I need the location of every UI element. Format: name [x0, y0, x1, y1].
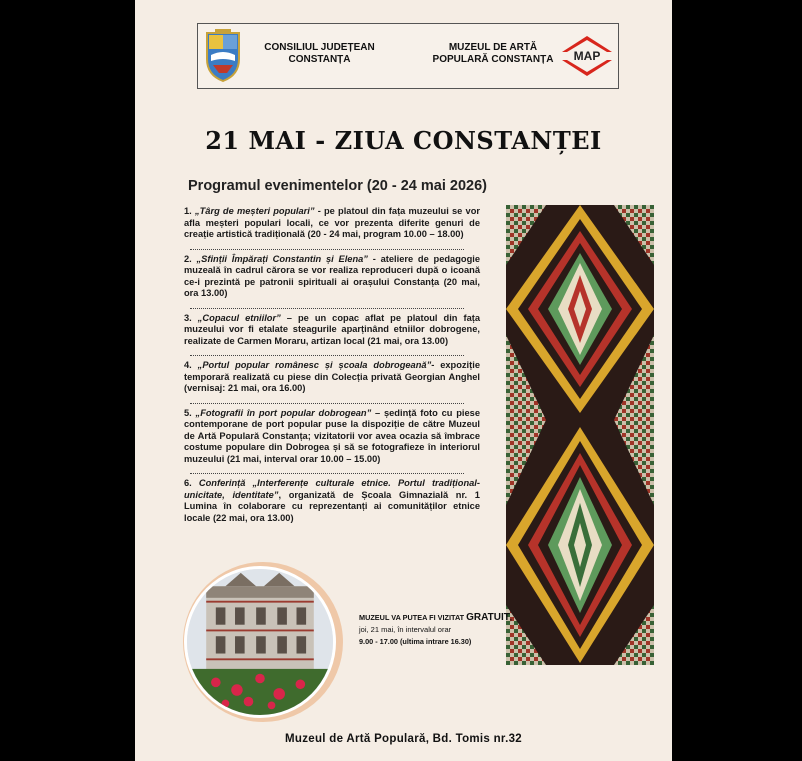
- free-visit-line2: joi, 21 mai, în intervalul orar: [359, 625, 452, 634]
- free-visit-notice: [359, 612, 529, 648]
- event-poster: [135, 0, 672, 761]
- event-number: 5.: [184, 407, 192, 418]
- svg-text:MAP: MAP: [573, 49, 601, 63]
- dotted-divider: [190, 301, 464, 309]
- county-council-name: CONSILIUL JUDEȚEAN CONSTANȚA: [264, 42, 375, 65]
- event-item: [184, 408, 480, 466]
- events-list: [184, 206, 480, 525]
- event-number: 3.: [184, 312, 192, 323]
- map-museum-logo: [560, 34, 614, 78]
- event-description: - ateliere de pedagogie muzeală în cadrul cărora se vor realiza reproduceri după o icoană ce-i prezintă pe patronii spirituali ai orașului Constanța (20 mai, ora 13.00): [184, 253, 481, 298]
- museum-address: Muzeul de Artă Populară, Bd. Tomis nr.32: [285, 733, 522, 745]
- county-coat-of-arms-icon: [203, 29, 243, 84]
- poster-title: 21 MAI - ZIUA CONSTANȚEI: [205, 126, 602, 155]
- dotted-divider: [190, 348, 464, 356]
- dotted-divider: [190, 242, 464, 250]
- free-visit-comma: ,: [509, 613, 512, 622]
- event-description: – pe un copac aflat pe platoul din fața muzeului vor fi etalate steagurile aparținând etniilor dobrogene, realizate de Carmen Moraru, artizan local (21 mai, ora 13.00): [184, 312, 481, 346]
- event-description: , organizată de Școala Gimnazială nr. 1 Lumina în colaborare cu reprezentanți ai comunităților etnice locale (22 mai, ora 13.00): [184, 489, 480, 523]
- dotted-divider: [190, 396, 464, 404]
- free-visit-line3: 9.00 - 17.00 (ultima intrare 16.30): [359, 637, 472, 646]
- free-visit-line1: [359, 612, 529, 624]
- event-item: [184, 313, 480, 348]
- traditional-carpet-image: [506, 205, 654, 665]
- event-number: 4.: [184, 360, 192, 370]
- event-item: [184, 478, 480, 524]
- dotted-divider: [190, 466, 464, 474]
- event-description: - pe platoul din fața muzeului se vor afla meșteri populari locali, ce vor prezenta diferite genuri de creație artistică tradițională (20 - 24 mai, program 10.00 – 18.00): [184, 206, 480, 239]
- event-item: [184, 254, 480, 300]
- event-name: „Copacul etniilor”: [197, 312, 281, 323]
- event-name: „Sfinții Împărați Constantin și Elena”: [196, 253, 368, 264]
- event-number: 6.: [184, 478, 192, 488]
- event-name: „Portul popular românesc și școala dobrogeană”: [197, 360, 432, 370]
- header-logos-box: [197, 23, 619, 89]
- program-subtitle: Programul evenimentelor (20 - 24 mai 2026): [188, 178, 487, 194]
- event-name: „Fotografii în port popular dobrogean”: [195, 407, 372, 418]
- event-number: 2.: [184, 253, 192, 264]
- museum-building-photo: [184, 566, 336, 718]
- event-item: [184, 206, 480, 241]
- event-description: – ședință foto cu piese contemporane de port popular puse la dispoziție de către Muzeul de Artă Populară Constanța; vizitatorii vor avea ocazia să îmbrace costume populare din Dobrogea și să se fotografieze în interiorul muzeului (21 mai, interval orar 10.00 – 15.00): [184, 407, 480, 464]
- event-number: 1.: [184, 206, 192, 216]
- event-name: „Târg de meșteri populari”: [194, 206, 315, 216]
- free-visit-prefix: MUZEUL VA PUTEA FI VIZITAT: [359, 613, 467, 622]
- event-name: Conferință „Interferențe culturale etnice. Portul tradițional-unicitate, identitate”: [184, 478, 480, 500]
- free-visit-free: GRATUIT: [466, 612, 510, 623]
- museum-name: MUZEUL DE ARTĂ POPULARĂ CONSTANȚA: [432, 42, 554, 65]
- event-item: [184, 360, 480, 395]
- event-description: - expoziție temporară realizată cu piese din Colecția privată Georgian Anghel (vernisaj: 21 mai, ora 16.00): [184, 360, 480, 393]
